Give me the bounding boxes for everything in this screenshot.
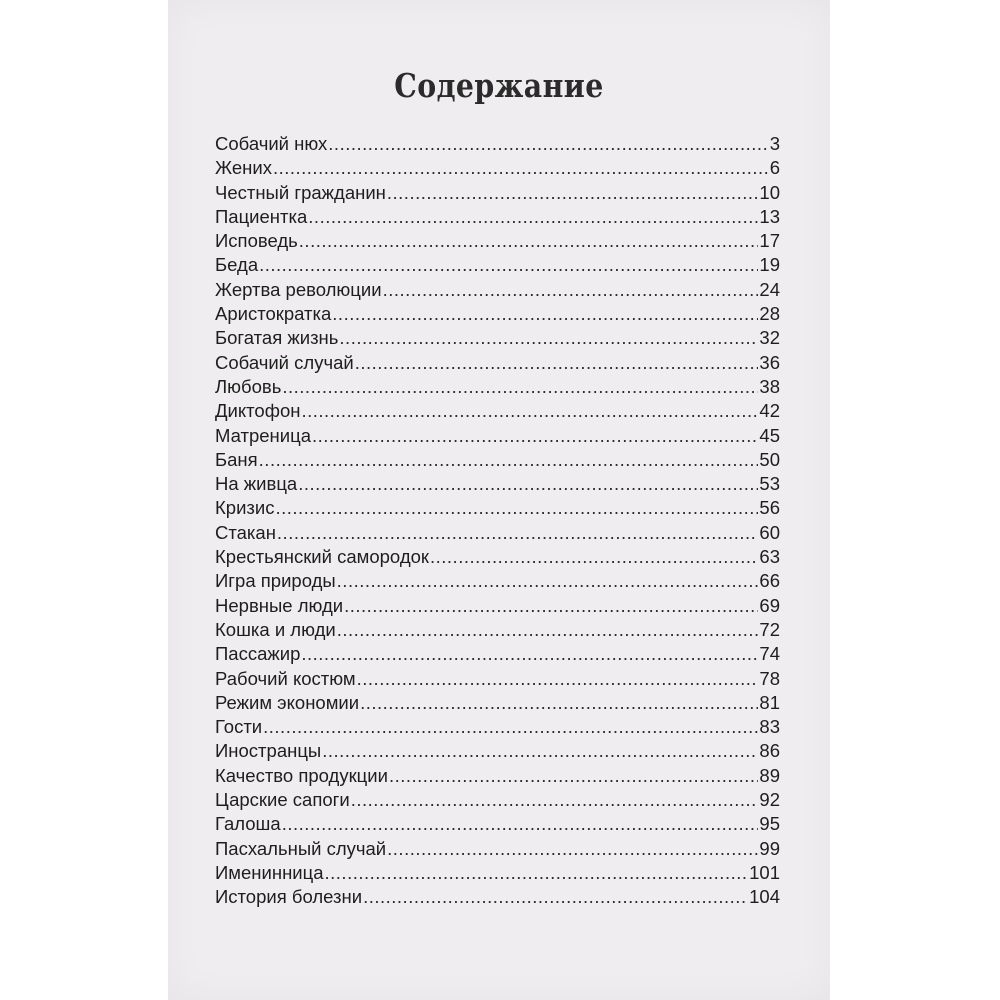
toc-entry-page-number: 53 — [759, 473, 780, 495]
dot-leader — [332, 302, 758, 326]
toc-entry-page-number: 56 — [759, 497, 780, 519]
toc-entry-page-number: 81 — [759, 691, 780, 713]
toc-entry-title: Собачий случай — [215, 351, 354, 373]
toc-entry-title: Кошка и люди — [215, 618, 336, 640]
toc-entry-page-number: 24 — [759, 278, 780, 300]
toc-entry-title: На живца — [215, 473, 298, 495]
toc-entry-title: Галоша — [215, 813, 281, 835]
toc-entry-page-number: 74 — [759, 643, 780, 665]
toc-entry-page-number: 63 — [759, 546, 780, 568]
toc-entry-page-number: 69 — [759, 594, 780, 616]
toc-entry-page-number: 3 — [769, 133, 780, 154]
dot-leader — [299, 229, 759, 253]
toc-entry — [215, 205, 780, 229]
toc-entry — [215, 472, 780, 496]
toc-entry-title: Стакан — [215, 521, 276, 543]
toc-entry — [215, 837, 780, 861]
toc-entry — [215, 812, 780, 836]
toc-entry-title: Честный гражданин — [215, 181, 386, 203]
toc-entry-title: Собачий нюх — [215, 133, 328, 154]
toc-entry-page-number: 42 — [759, 400, 780, 422]
toc-entry-title: Именинница — [215, 861, 324, 883]
toc-entry-page-number: 17 — [759, 230, 780, 252]
toc-entry-title: Нервные люди — [215, 594, 344, 616]
dot-leader — [282, 375, 758, 399]
dot-leader — [387, 837, 758, 861]
dot-leader — [337, 618, 759, 642]
dot-leader — [363, 885, 748, 909]
toc-entry-page-number: 38 — [759, 375, 780, 397]
dot-leader — [351, 788, 759, 812]
toc-entry-title: Пациентка — [215, 205, 308, 227]
toc-entry-title: Иностранцы — [215, 740, 322, 762]
toc-entry — [215, 375, 780, 399]
toc-entry — [215, 253, 780, 277]
toc-entry-title: Беда — [215, 254, 259, 276]
toc-entry — [215, 132, 780, 156]
dot-leader — [383, 278, 759, 302]
toc-entry-title: Игра природы — [215, 570, 336, 592]
dot-leader — [277, 521, 759, 545]
toc-entry — [215, 448, 780, 472]
toc-entry-title: Гости — [215, 716, 263, 738]
toc-entry-page-number: 50 — [759, 448, 780, 470]
page-title: Содержание — [394, 66, 604, 105]
toc-entry-page-number: 36 — [759, 351, 780, 373]
toc-entry — [215, 496, 780, 520]
toc-entry — [215, 326, 780, 350]
toc-entry-title: История болезни — [215, 886, 363, 908]
toc-entry — [215, 788, 780, 812]
toc-entry-page-number: 13 — [759, 205, 780, 227]
toc-entry-title: Рабочий костюм — [215, 667, 356, 689]
dot-leader — [308, 205, 758, 229]
toc-entry-page-number: 92 — [759, 789, 780, 811]
dot-leader — [387, 181, 759, 205]
toc-entry-title: Баня — [215, 448, 258, 470]
toc-entry — [215, 594, 780, 618]
toc-entry-page-number: 66 — [759, 570, 780, 592]
toc-entry-page-number: 78 — [759, 667, 780, 689]
toc-entry-page-number: 104 — [749, 886, 780, 908]
dot-leader — [328, 132, 768, 156]
dot-leader — [282, 812, 759, 836]
toc-entry — [215, 521, 780, 545]
toc-entry-title: Аристократка — [215, 303, 332, 325]
toc-entry-title: Кризис — [215, 497, 275, 519]
toc-entry — [215, 569, 780, 593]
dot-leader — [357, 667, 759, 691]
toc-entry-title: Исповедь — [215, 230, 298, 252]
toc-entry — [215, 278, 780, 302]
toc-entry — [215, 399, 780, 423]
table-of-contents — [215, 132, 780, 910]
dot-leader — [301, 642, 758, 666]
dot-leader — [263, 715, 758, 739]
toc-entry — [215, 229, 780, 253]
toc-entry-page-number: 10 — [759, 181, 780, 203]
toc-entry-page-number: 6 — [769, 157, 780, 179]
toc-entry — [215, 181, 780, 205]
toc-entry-page-number: 101 — [749, 861, 780, 883]
dot-leader — [301, 399, 758, 423]
dot-leader — [337, 569, 759, 593]
toc-entry-title: Режим экономии — [215, 691, 360, 713]
toc-entry-page-number: 83 — [759, 716, 780, 738]
dot-leader — [273, 156, 769, 180]
dot-leader — [322, 739, 758, 763]
dot-leader — [275, 496, 758, 520]
toc-entry — [215, 302, 780, 326]
dot-leader — [344, 594, 758, 618]
book-page — [168, 0, 830, 1000]
dot-leader — [298, 472, 758, 496]
toc-entry-page-number: 45 — [759, 424, 780, 446]
toc-entry — [215, 715, 780, 739]
toc-entry-title: Качество продукции — [215, 764, 388, 786]
dot-leader — [355, 351, 759, 375]
toc-entry-page-number: 89 — [759, 764, 780, 786]
dot-leader — [325, 861, 749, 885]
toc-entry — [215, 642, 780, 666]
toc-entry — [215, 861, 780, 885]
toc-entry-page-number: 19 — [759, 254, 780, 276]
dot-leader — [259, 448, 759, 472]
dot-leader — [360, 691, 758, 715]
toc-entry-page-number: 32 — [759, 327, 780, 349]
toc-entry — [215, 691, 780, 715]
dot-leader — [312, 424, 758, 448]
toc-entry-page-number: 28 — [759, 303, 780, 325]
toc-entry-title: Царские сапоги — [215, 789, 350, 811]
toc-entry-title: Пасхальный случай — [215, 837, 387, 859]
toc-entry-page-number: 60 — [759, 521, 780, 543]
toc-entry-page-number: 72 — [759, 618, 780, 640]
toc-entry — [215, 545, 780, 569]
toc-entry — [215, 667, 780, 691]
toc-entry-title: Матреница — [215, 424, 311, 446]
dot-leader — [389, 764, 758, 788]
toc-entry-page-number: 86 — [759, 740, 780, 762]
toc-entry — [215, 156, 780, 180]
toc-entry — [215, 618, 780, 642]
toc-entry — [215, 885, 780, 909]
dot-leader — [259, 253, 758, 277]
toc-entry — [215, 424, 780, 448]
toc-entry-title: Пассажир — [215, 643, 301, 665]
toc-entry-title: Диктофон — [215, 400, 301, 422]
toc-entry-title: Любовь — [215, 375, 282, 397]
toc-entry-title: Богатая жизнь — [215, 327, 339, 349]
toc-entry — [215, 351, 780, 375]
toc-entry-title: Крестьянский самородок — [215, 546, 429, 568]
toc-entry — [215, 739, 780, 763]
toc-entry-title: Жертва революции — [215, 278, 382, 300]
dot-leader — [339, 326, 758, 350]
toc-entry-page-number: 95 — [759, 813, 780, 835]
toc-entry — [215, 764, 780, 788]
dot-leader — [430, 545, 758, 569]
toc-entry-page-number: 99 — [759, 837, 780, 859]
toc-entry-title: Жених — [215, 157, 272, 179]
